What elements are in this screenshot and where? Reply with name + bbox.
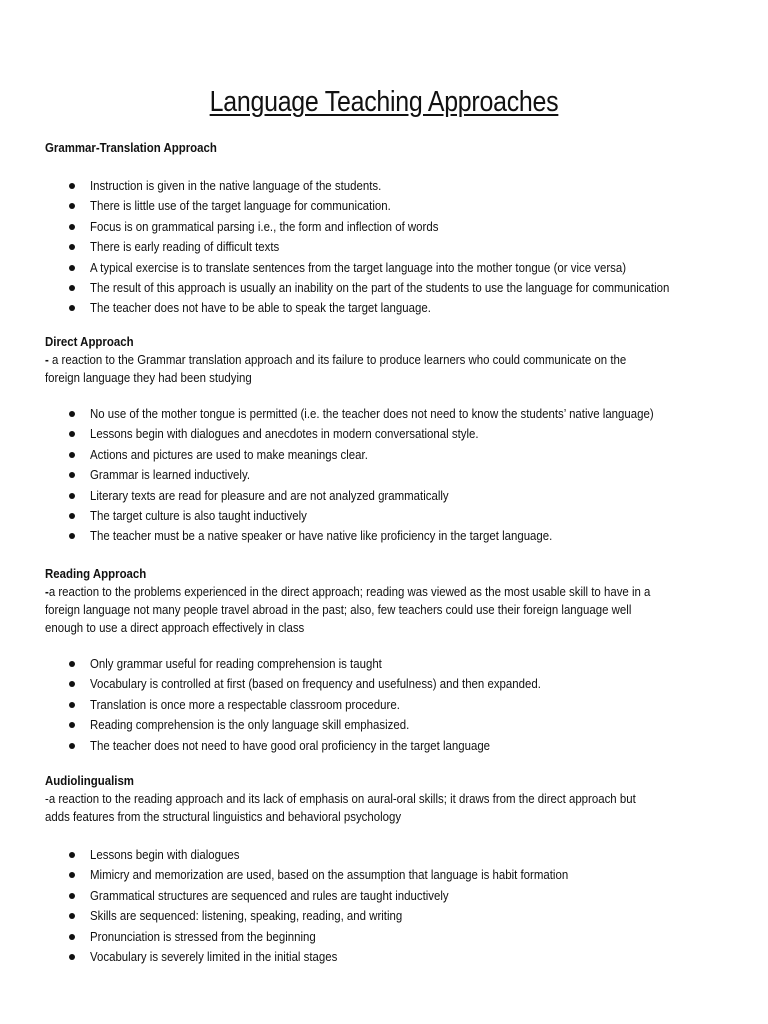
bullet-list — [45, 845, 735, 967]
section-description: -a reaction to the problems experienced in the direct approach; reading was viewed as the most usable skill to have in a foreign language not many people travel abroad in the past; also, few teachers could use their foreign language well enough to use a direct approach effectively in class — [45, 584, 651, 635]
section-heading: Audiolingualism — [45, 773, 134, 788]
section-direct-approach — [45, 333, 735, 547]
list-item: The teacher must be a native speaker or have native like proficiency in the target language. — [45, 526, 735, 546]
list-item: Lessons begin with dialogues — [45, 845, 735, 865]
list-item: Reading comprehension is the only language skill emphasized. — [45, 715, 735, 735]
bullet-icon — [69, 493, 75, 499]
bullet-icon — [69, 681, 75, 687]
bullet-icon — [69, 265, 75, 271]
list-item: No use of the mother tongue is permitted (i.e. the teacher does not need to know the students’ native language) — [45, 404, 735, 424]
list-item: Grammar is learned inductively. — [45, 465, 735, 485]
dash-marker: - — [45, 584, 49, 599]
bullet-icon — [69, 872, 75, 878]
list-item: Pronunciation is stressed from the beginning — [45, 927, 735, 947]
page-title: Language Teaching Approaches — [209, 86, 559, 118]
bullet-icon — [69, 472, 75, 478]
bullet-icon — [69, 285, 75, 291]
list-item: A typical exercise is to translate sentences from the target language into the mother tongue (or vice versa) — [45, 258, 748, 278]
list-item: Grammatical structures are sequenced and rules are taught inductively — [45, 886, 735, 906]
list-item: Literary texts are read for pleasure and are not analyzed grammatically — [45, 486, 735, 506]
list-item: Translation is once more a respectable classroom procedure. — [45, 695, 735, 715]
bullet-icon — [69, 431, 75, 437]
bullet-icon — [69, 934, 75, 940]
list-item: The target culture is also taught inductively — [45, 506, 735, 526]
bullet-list — [45, 176, 748, 319]
dash-marker: - — [45, 791, 49, 806]
section-heading: Reading Approach — [45, 566, 147, 581]
section-reading-approach — [45, 565, 735, 756]
list-item: The teacher does not need to have good oral proficiency in the target language — [45, 736, 735, 756]
bullet-icon — [69, 661, 75, 667]
list-item: Mimicry and memorization are used, based on the assumption that language is habit formation — [45, 865, 735, 885]
bullet-icon — [69, 954, 75, 960]
bullet-icon — [69, 203, 75, 209]
list-item: Actions and pictures are used to make meanings clear. — [45, 445, 735, 465]
section-heading: Direct Approach — [45, 334, 134, 349]
bullet-icon — [69, 305, 75, 311]
bullet-icon — [69, 452, 75, 458]
list-item: Focus is on grammatical parsing i.e., the form and inflection of words — [45, 217, 748, 237]
list-item: Lessons begin with dialogues and anecdotes in modern conversational style. — [45, 424, 735, 444]
section-description: - a reaction to the Grammar translation approach and its failure to produce learners who could communicate on the foreign language they had been studying — [45, 352, 627, 385]
list-item: Vocabulary is controlled at first (based on frequency and usefulness) and then expanded. — [45, 674, 735, 694]
list-item: There is early reading of difficult texts — [45, 237, 748, 257]
section-audiolingualism — [45, 772, 735, 967]
list-item: Vocabulary is severely limited in the initial stages — [45, 947, 735, 967]
bullet-icon — [69, 743, 75, 749]
bullet-list — [45, 654, 735, 756]
section-heading: Grammar-Translation Approach — [45, 140, 217, 155]
bullet-icon — [69, 224, 75, 230]
bullet-icon — [69, 533, 75, 539]
list-item: The teacher does not have to be able to speak the target language. — [45, 298, 748, 318]
bullet-icon — [69, 893, 75, 899]
section-grammar-translation — [45, 139, 748, 319]
list-item: Only grammar useful for reading comprehension is taught — [45, 654, 735, 674]
list-item: The result of this approach is usually an inability on the part of the students to use the language for communication — [45, 278, 748, 298]
bullet-icon — [69, 702, 75, 708]
bullet-list — [45, 404, 735, 547]
bullet-icon — [69, 411, 75, 417]
list-item: Instruction is given in the native language of the students. — [45, 176, 748, 196]
list-item: Skills are sequenced: listening, speaking, reading, and writing — [45, 906, 735, 926]
bullet-icon — [69, 244, 75, 250]
bullet-icon — [69, 913, 75, 919]
bullet-icon — [69, 183, 75, 189]
section-description: -a reaction to the reading approach and its lack of emphasis on aural-oral skills; it draws from the direct approach but adds features from the structural linguistics and behavioral psychology — [45, 791, 636, 824]
list-item: There is little use of the target language for communication. — [45, 196, 748, 216]
bullet-icon — [69, 513, 75, 519]
bullet-icon — [69, 852, 75, 858]
dash-marker: - — [45, 352, 52, 367]
bullet-icon — [69, 722, 75, 728]
